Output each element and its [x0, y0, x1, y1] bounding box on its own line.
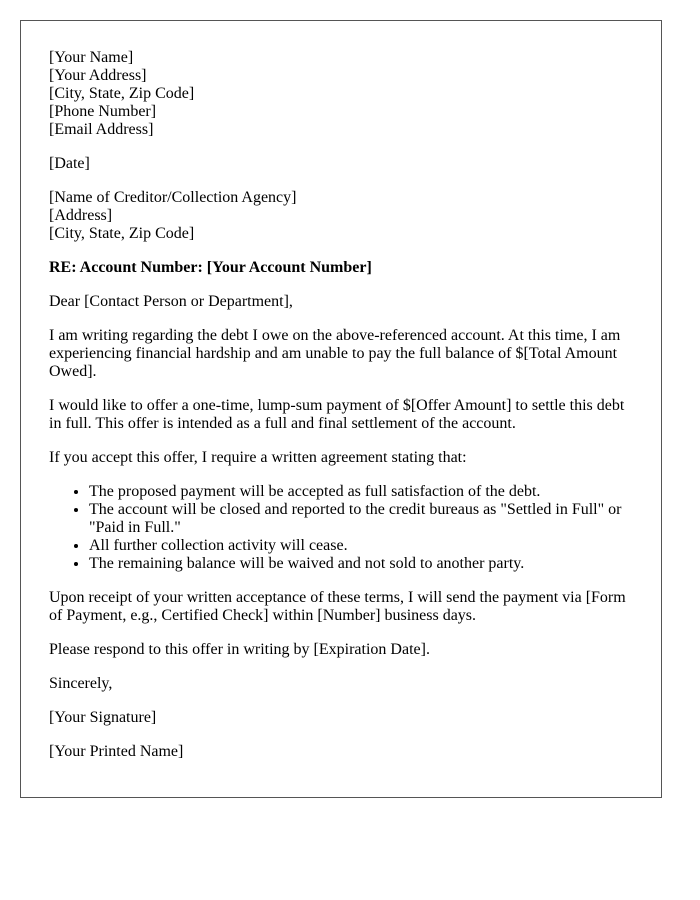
sender-phone: [Phone Number]: [49, 103, 157, 120]
paragraph: If you accept this offer, I require a written agreement stating that:: [49, 449, 467, 466]
list-item: • The proposed payment will be accepted as full satisfaction of the debt.: [89, 483, 633, 501]
list-item: • The account will be closed and reported to the credit bureaus as "Settled in Full" or "Paid in Full.": [89, 501, 633, 537]
sender-address: [49, 49, 633, 139]
letter-date: [Date]: [49, 155, 90, 172]
sender-email: [Email Address]: [49, 121, 154, 138]
recipient-city: [City, State, Zip Code]: [49, 225, 195, 242]
sender-name: [Your Name]: [49, 49, 134, 66]
paragraph: Please respond to this offer in writing by [Expiration Date].: [49, 641, 430, 658]
re-line: RE: Account Number: [Your Account Number]: [49, 259, 372, 276]
recipient-name: [Name of Creditor/Collection Agency]: [49, 189, 297, 206]
closing: Sincerely,: [49, 675, 113, 692]
conditions-list: [49, 483, 633, 573]
paragraph: Upon receipt of your written acceptance of these terms, I will send the payment via [Form of Payment, e.g., Certified Check] within [Number] business days.: [49, 589, 626, 624]
list-item: • All further collection activity will cease.: [89, 537, 633, 555]
paragraph: I would like to offer a one-time, lump-sum payment of $[Offer Amount] to settle this debt in full. This offer is intended as a full and final settlement of the account.: [49, 397, 625, 432]
list-item: • The remaining balance will be waived and not sold to another party.: [89, 555, 633, 573]
salutation: Dear [Contact Person or Department],: [49, 293, 293, 310]
recipient-address: [49, 189, 633, 243]
sender-street: [Your Address]: [49, 67, 147, 84]
paragraph: I am writing regarding the debt I owe on the above-referenced account. At this time, I am experiencing financial hardship and am unable to pay the full balance of $[Total Amount Owed].: [49, 327, 621, 380]
letter: [20, 20, 662, 798]
recipient-street: [Address]: [49, 207, 113, 224]
sender-city: [City, State, Zip Code]: [49, 85, 195, 102]
printed-name: [Your Printed Name]: [49, 743, 184, 760]
signature: [Your Signature]: [49, 709, 157, 726]
